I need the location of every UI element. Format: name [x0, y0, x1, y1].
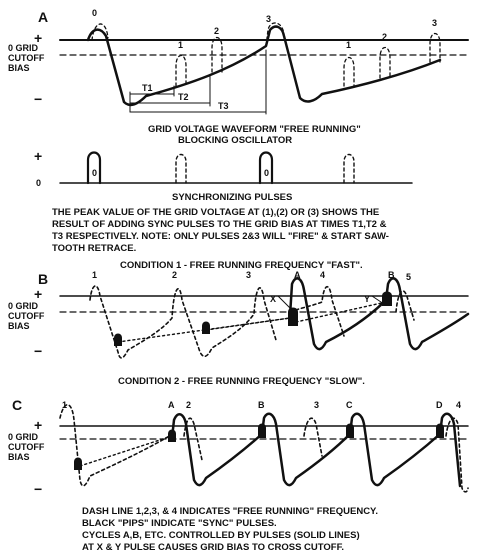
panel-a-pulse-label: 2	[382, 32, 388, 42]
panel-a-ref-label-1: 0 GRID	[8, 43, 39, 53]
sync-plus: +	[34, 148, 43, 164]
panel-a-letter: A	[38, 9, 49, 25]
panel-c-pips	[74, 424, 444, 471]
panel-b-ref-label-1: 0 GRID	[8, 301, 39, 311]
panel-a-caption-2: BLOCKING OSCILLATOR	[178, 135, 293, 146]
panel-a-ref-label-3: BIAS	[8, 63, 30, 73]
condition-2-caption: CONDITION 2 - FREE RUNNING FREQUENCY "SLOW".	[118, 376, 365, 387]
panel-b-ref-label-3: BIAS	[8, 321, 30, 331]
legend-line-1: DASH LINE 1,2,3, & 4 INDICATES "FREE RUNNING" FREQUENCY.	[82, 506, 378, 517]
panel-c-pulse-label: 4	[456, 400, 462, 410]
legend-line-4: AT X & Y PULSE CAUSES GRID BIAS TO CROSS CUTOFF.	[82, 542, 344, 553]
panel-c-pulse-label: B	[258, 400, 265, 410]
panel-c-ref-label-2: CUTOFF	[8, 442, 45, 452]
legend-text	[82, 506, 378, 553]
panel-c-waveform	[60, 405, 468, 492]
panel-b-pulse-label: 1	[92, 270, 98, 280]
note-line-1: THE PEAK VALUE OF THE GRID VOLTAGE AT (1),(2) OR (3) SHOWS THE	[52, 207, 380, 218]
panel-a-waveform	[60, 23, 468, 114]
panel-a-ref-label-2: CUTOFF	[8, 53, 45, 63]
note-line-3: T3 RESPECTIVELY. NOTE: ONLY PULSES 2&3 WILL "FIRE" & START SAW-	[52, 231, 389, 242]
panel-b-letter: B	[38, 271, 49, 287]
sync-pulse-label: 0	[264, 168, 270, 178]
panel-c-pulse-label: 3	[314, 400, 320, 410]
note-line-2: RESULT OF ADDING SYNC PULSES TO THE GRID BIAS AT TIMES T1,T2 &	[52, 219, 387, 230]
panel-a-caption-1: GRID VOLTAGE WAVEFORM "FREE RUNNING"	[148, 124, 361, 135]
panel-b-pulse-label: 3	[246, 270, 252, 280]
panel-a-text	[8, 8, 437, 254]
marker-y: Y	[364, 294, 371, 304]
panel-b-pulse-label: B	[388, 270, 395, 280]
panel-b-ref-label-2: CUTOFF	[8, 311, 45, 321]
panel-b-pulse-label: A	[294, 270, 301, 280]
legend-line-2: BLACK "PIPS" INDICATE "SYNC" PULSES.	[82, 518, 277, 529]
panel-a-minus: −	[34, 91, 43, 107]
sync-pulse-label: 0	[92, 168, 98, 178]
time-t2: T2	[178, 92, 189, 102]
panel-a-plus: +	[34, 30, 43, 46]
condition-1-caption: CONDITION 1 - FREE RUNNING FREQUENCY "FAST".	[120, 260, 363, 271]
panel-b-pulse-label: 5	[406, 272, 412, 282]
panel-c-ref-label-3: BIAS	[8, 452, 30, 462]
sync-pulses-row	[60, 153, 412, 184]
panel-c-ref-label-1: 0 GRID	[8, 432, 39, 442]
panel-c-minus: −	[34, 481, 43, 497]
panel-a-pulse-label: 3	[432, 18, 438, 28]
legend-line-3: CYCLES A,B, ETC. CONTROLLED BY PULSES (SOLID LINES)	[82, 530, 360, 541]
panel-c-letter: C	[12, 397, 23, 413]
panel-b-minus: −	[34, 343, 43, 359]
panel-a-pulse-label: 1	[346, 40, 352, 50]
time-t3: T3	[218, 101, 229, 111]
panel-c-pulse-label: 1	[62, 400, 68, 410]
panel-b-plus: +	[34, 286, 43, 302]
panel-a-pulse-label: 0	[92, 8, 98, 18]
panel-c-pulse-label: 2	[186, 400, 192, 410]
panel-a-pulse-label: 1	[178, 40, 184, 50]
panel-a-pulse-label: 2	[214, 26, 220, 36]
panel-a-pulse-label: 3	[266, 14, 272, 24]
panel-c-pulse-label: A	[168, 400, 175, 410]
panel-b-pips	[114, 292, 392, 347]
panel-b-pulse-label: 4	[320, 270, 326, 280]
panel-c-plus: +	[34, 417, 43, 433]
panel-c-pulse-label: D	[436, 400, 443, 410]
time-t1: T1	[142, 83, 153, 93]
panel-b-pulse-label: 2	[172, 270, 178, 280]
sync-caption: SYNCHRONIZING PULSES	[172, 192, 293, 203]
note-line-4: TOOTH RETRACE.	[52, 243, 137, 254]
panel-c-pulse-label: C	[346, 400, 353, 410]
sync-zero: 0	[36, 178, 42, 188]
marker-x: X	[270, 294, 277, 304]
